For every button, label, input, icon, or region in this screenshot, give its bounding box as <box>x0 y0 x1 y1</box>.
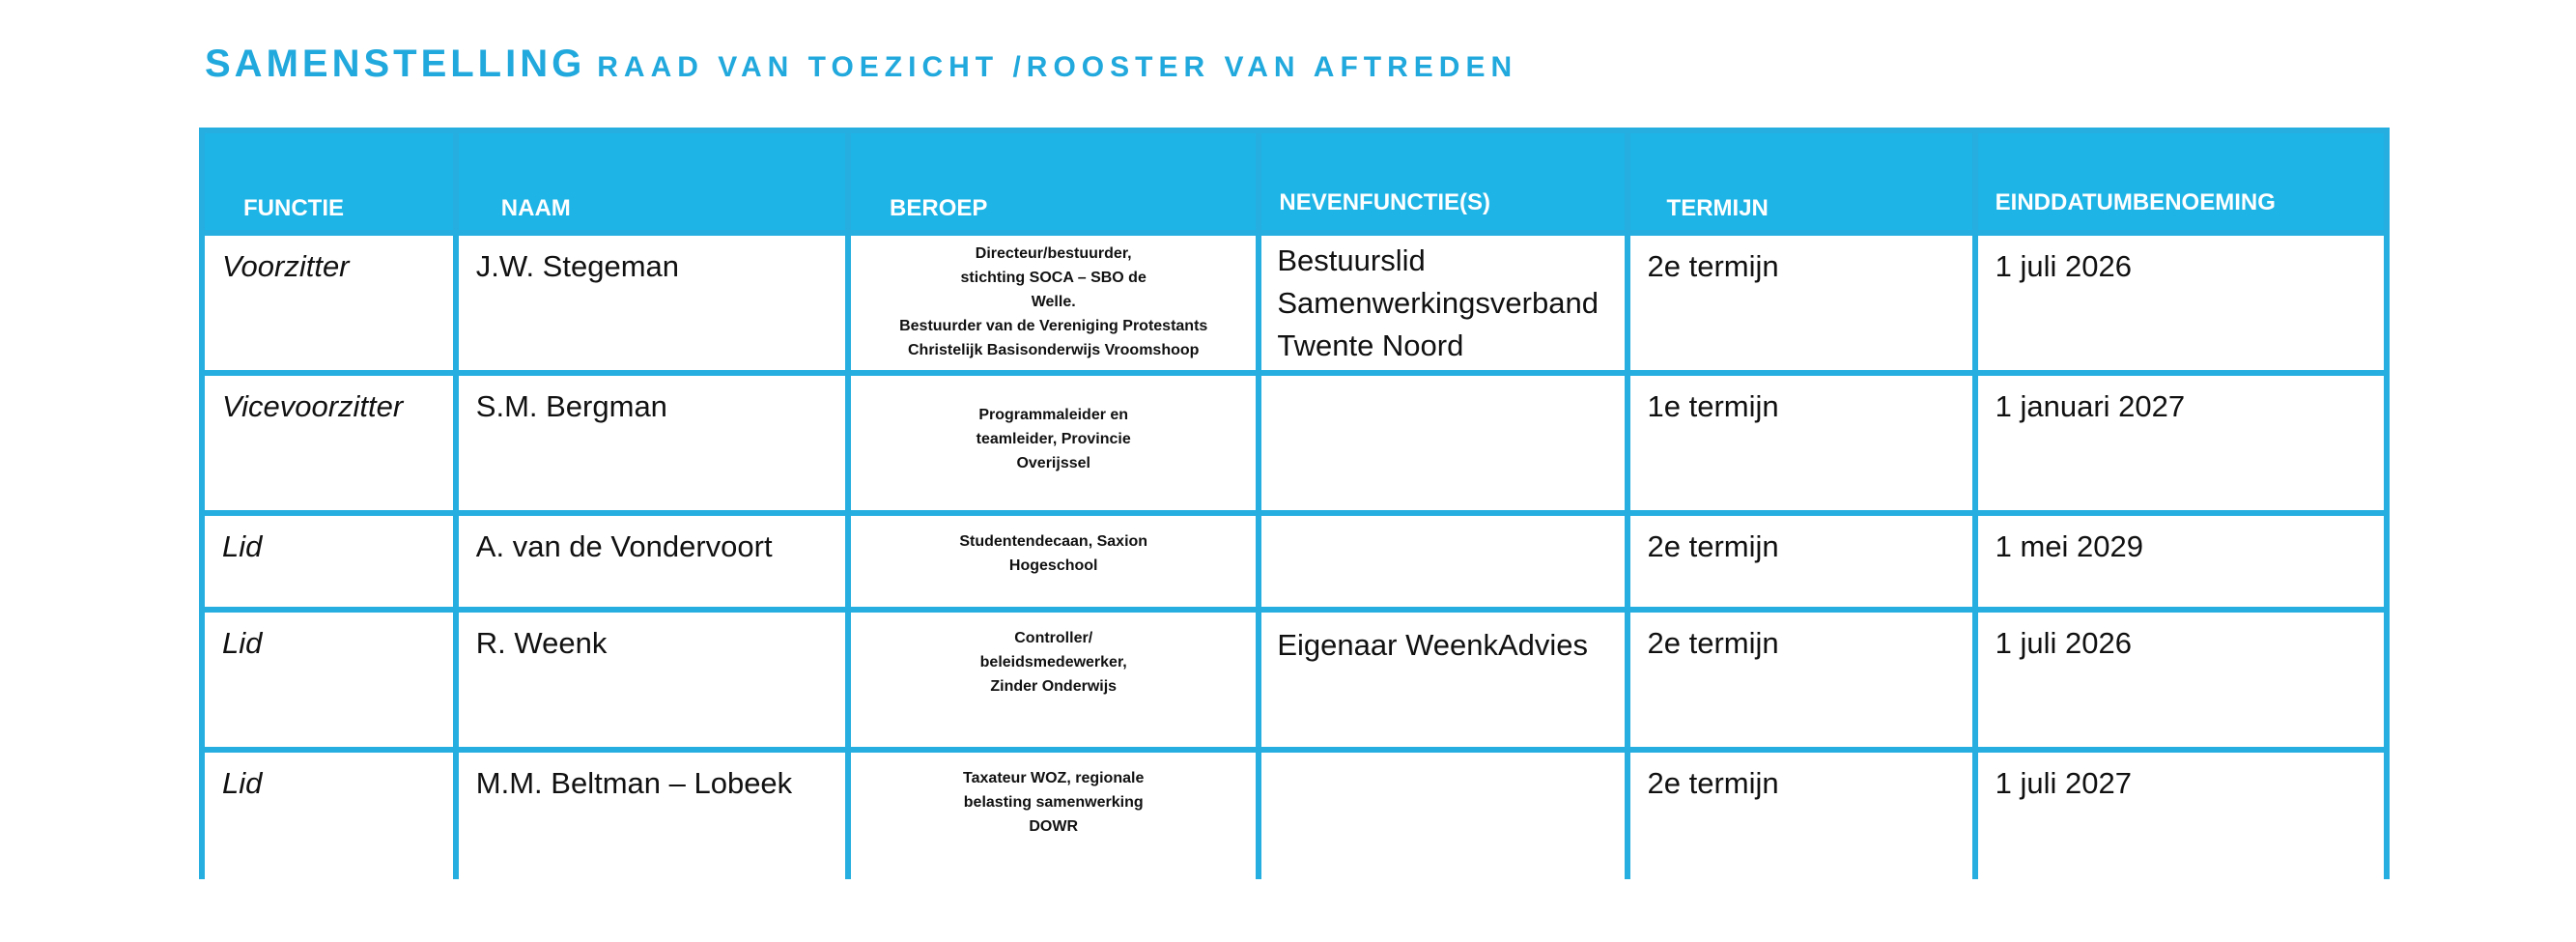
cell-naam: S.M. Bergman <box>459 376 845 510</box>
cell-functie: Voorzitter <box>205 236 453 370</box>
table-row <box>205 613 2384 747</box>
cell-termijn: 1e termijn <box>1630 376 1972 510</box>
table-row <box>205 376 2384 510</box>
cell-functie: Vicevoorzitter <box>205 376 453 510</box>
cell-einddatum: 1 juli 2026 <box>1978 613 2384 747</box>
cell-beroep: Programmaleider en teamleider, Provincie Overijssel <box>851 376 1256 510</box>
composition-table <box>199 128 2390 879</box>
table-row <box>205 236 2384 370</box>
cell-einddatum: 1 mei 2029 <box>1978 516 2384 607</box>
cell-nevenfuncties: Eigenaar WeenkAdvies <box>1261 613 1624 747</box>
header-nevenfuncties: NEVENFUNCTIE(S) <box>1261 133 1624 230</box>
title-sub: RAAD VAN TOEZICHT /ROOSTER VAN AFTREDEN <box>597 51 1518 83</box>
cell-nevenfuncties <box>1261 753 1624 887</box>
header-functie: FUNCTIE <box>205 133 453 230</box>
cell-einddatum: 1 juli 2027 <box>1978 753 2384 887</box>
cell-beroep: Controller/ beleidsmedewerker, Zinder Onderwijs <box>851 613 1256 747</box>
cell-termijn: 2e termijn <box>1630 236 1972 370</box>
header-einddatum: EINDDATUMBENOEMING <box>1978 133 2384 230</box>
cell-einddatum: 1 juli 2026 <box>1978 236 2384 370</box>
cell-termijn: 2e termijn <box>1630 613 1972 747</box>
cell-termijn: 2e termijn <box>1630 753 1972 887</box>
cell-beroep: Taxateur WOZ, regionale belasting samenwerking DOWR <box>851 753 1256 887</box>
title-main: SAMENSTELLING <box>205 43 586 85</box>
cell-beroep: Studentendecaan, Saxion Hogeschool <box>851 516 1256 607</box>
cell-beroep: Directeur/bestuurder, stichting SOCA – SBO de Welle. Bestuurder van de Vereniging Protestants Christelijk Basisonderwijs Vroomshoop <box>851 236 1256 370</box>
cell-termijn: 2e termijn <box>1630 516 1972 607</box>
composition-table-grid <box>199 128 2390 893</box>
cell-nevenfuncties <box>1261 376 1624 510</box>
cell-functie: Lid <box>205 613 453 747</box>
cell-naam: J.W. Stegeman <box>459 236 845 370</box>
cell-functie: Lid <box>205 753 453 887</box>
header-row <box>205 133 2384 230</box>
table-header <box>205 133 2384 230</box>
page-title <box>205 43 1517 86</box>
cell-naam: R. Weenk <box>459 613 845 747</box>
cell-naam: M.M. Beltman – Lobeek <box>459 753 845 887</box>
table-body <box>205 236 2384 887</box>
table-row <box>205 753 2384 887</box>
table-row <box>205 516 2384 607</box>
header-termijn: TERMIJN <box>1630 133 1972 230</box>
header-beroep: BEROEP <box>851 133 1256 230</box>
cell-nevenfuncties: Bestuurslid Samenwerkingsverband Twente Noord <box>1261 236 1624 370</box>
cell-naam: A. van de Vondervoort <box>459 516 845 607</box>
cell-nevenfuncties <box>1261 516 1624 607</box>
cell-functie: Lid <box>205 516 453 607</box>
header-naam: NAAM <box>459 133 845 230</box>
cell-einddatum: 1 januari 2027 <box>1978 376 2384 510</box>
